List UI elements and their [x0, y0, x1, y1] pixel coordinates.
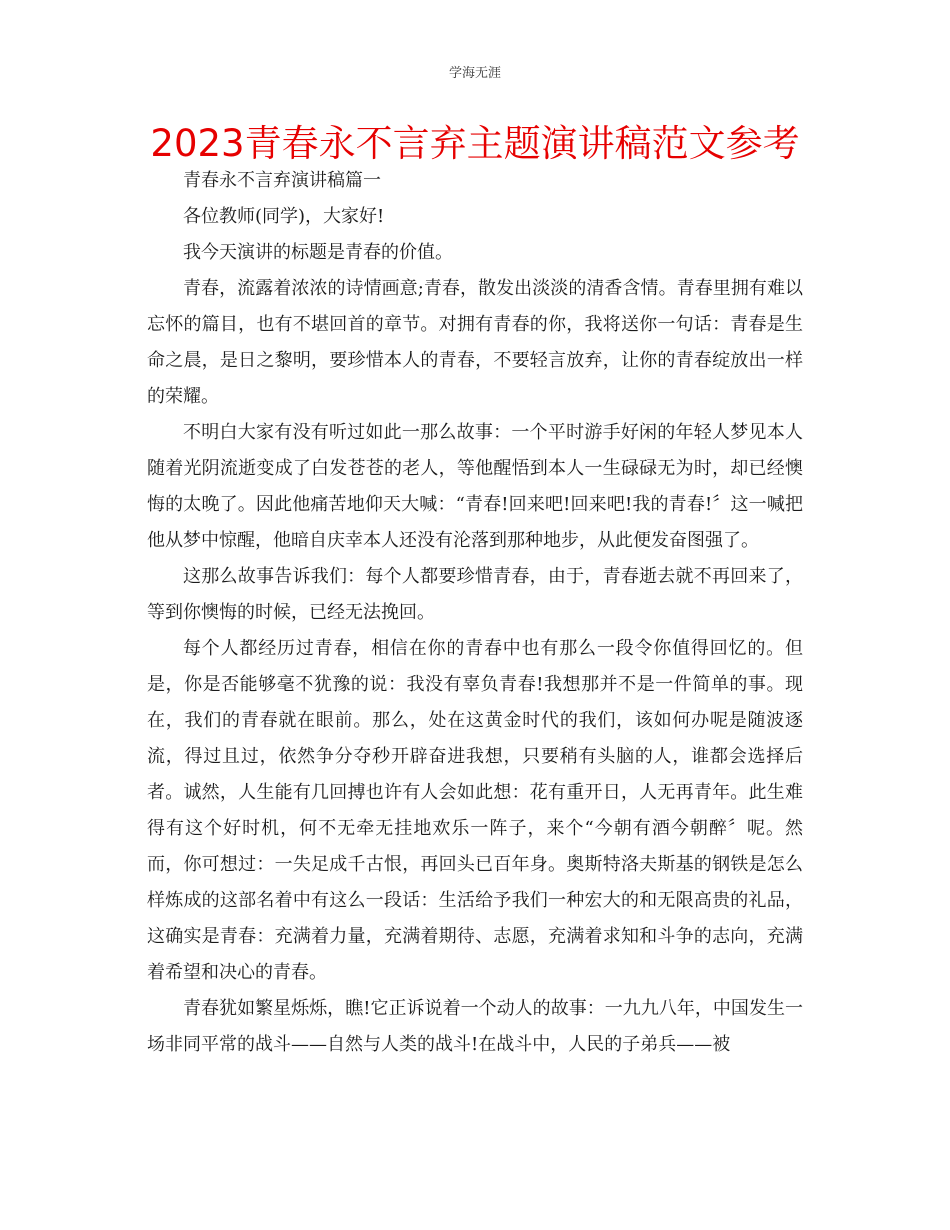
document-title: 2023青春永不言弃主题演讲稿范文参考 — [150, 122, 800, 165]
subheading: 青春永不言弃演讲稿篇一 — [183, 170, 381, 191]
body-paragraph: 不明白大家有没有听过如此一那么故事：一个平时游手好闲的年轻人梦见本人随着光阴流逝变成了白发苍苍的老人，等他醒悟到本人一生碌碌无为时，却已经懊悔的太晚了。因此他痛苦地仰天大喊：“青春!回来吧!回来吧!我的青春!〞这一喊把他从梦中惊醒，他暗自庆幸本人还没有沦落到那种地步，从此便发奋图强了。 — [147, 422, 803, 551]
topic-paragraph: 我今天演讲的标题是青春的价值。 — [183, 242, 453, 263]
body-paragraph: 每个人都经历过青春，相信在你的青春中也有那么一段令你值得回忆的。但是，你是否能够毫不犹豫的说：我没有辜负青春!我想那并不是一件简单的事。现在，我们的青春就在眼前。那么，处在这黄金时代的我们，该如何办呢是随波逐流，得过且过，依然争分夺秒开辟奋进我想，只要稍有头脑的人，谁都会选择后者。诚然，人生能有几回搏也许有人会如此想：花有重开日，人无再青年。此生难得有这个好时机，何不无牵无挂地欢乐一阵子，来个“今朝有酒今朝醉〞呢。然而，你可想过：一失足成千古恨，再回头已百年身。奥斯特洛夫斯基的钢铁是怎么样炼成的这部名着中有这么一段话：生活给予我们一种宏大的和无限高贵的礼品，这确实是青春：充满着力量，充满着期待、志愿，充满着求知和斗争的志向，充满着希望和决心的青春。 — [147, 638, 803, 983]
page-header: 学海无涯 — [448, 66, 501, 81]
body-paragraph: 青春犹如繁星烁烁，瞧!它正诉说着一个动人的故事：一九九八年，中国发生一场非同平常的战斗——自然与人类的战斗!在战斗中，人民的子弟兵——被 — [147, 998, 803, 1055]
greeting-paragraph: 各位教师(同学)，大家好! — [183, 206, 385, 227]
body-paragraph: 这那么故事告诉我们：每个人都要珍惜青春，由于，青春逝去就不再回来了，等到你懊悔的时候，已经无法挽回。 — [147, 566, 803, 623]
document-body — [147, 163, 803, 1063]
body-paragraph: 青春，流露着浓浓的诗情画意;青春，散发出淡淡的清香含情。青春里拥有难以忘怀的篇目，也有不堪回首的章节。对拥有青春的你，我将送你一句话：青春是生命之晨，是日之黎明，要珍惜本人的青春，不要轻言放弃，让你的青春绽放出一样的荣耀。 — [147, 278, 803, 407]
